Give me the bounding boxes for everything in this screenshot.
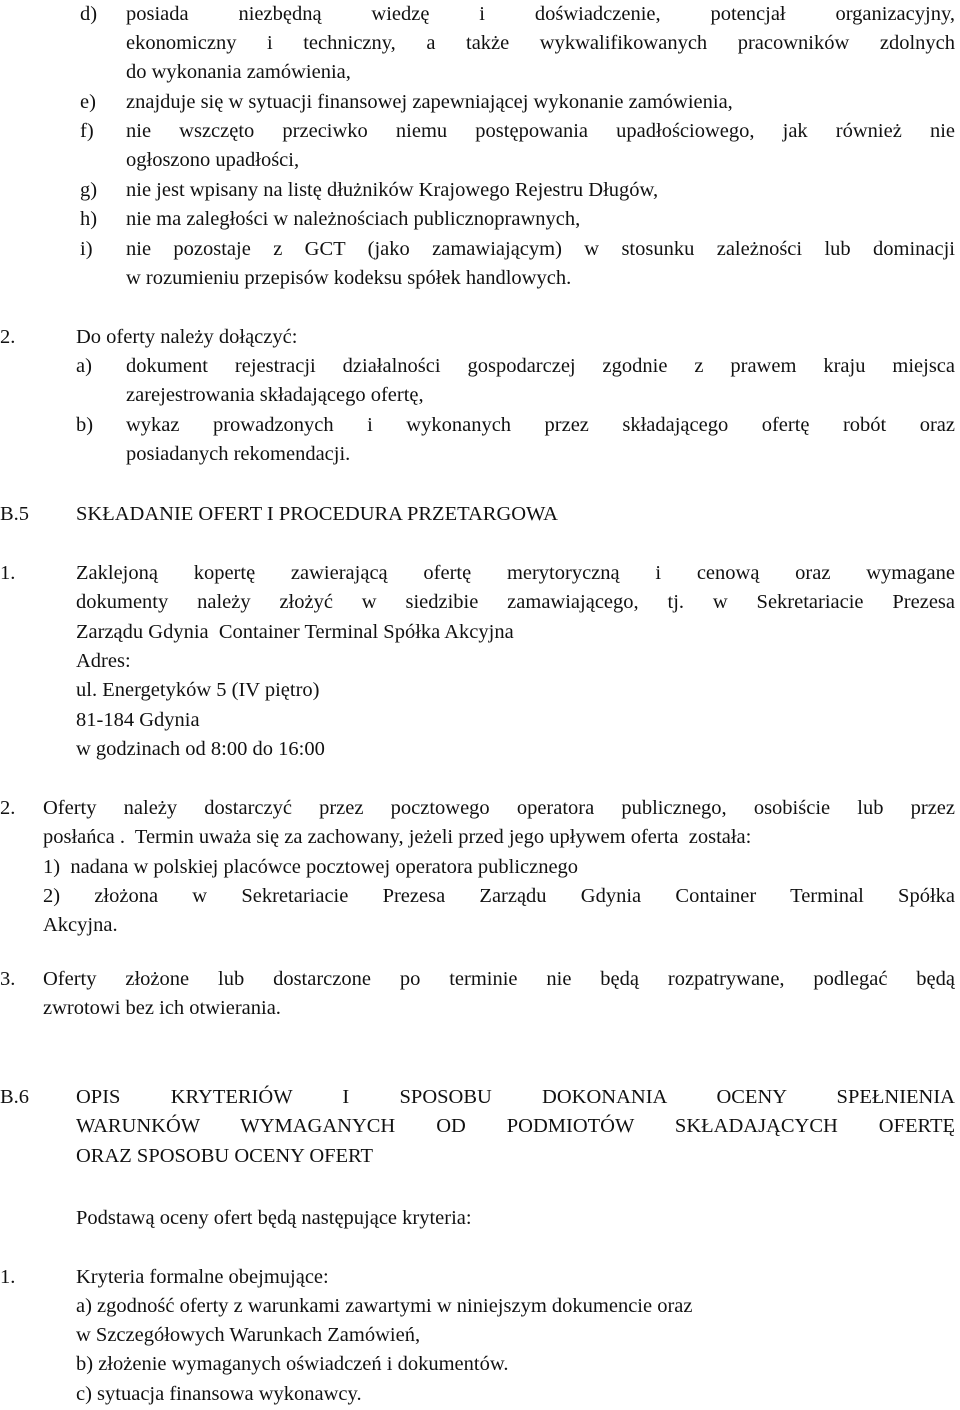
point-number: 2. — [0, 797, 16, 819]
list-label: g) — [80, 179, 98, 201]
list-text: znajduje się w sytuacji finansowej zapewniającej wykonanie zamówienia, — [126, 91, 733, 113]
paragraph-line: 2) złożona w Sekretariacie Prezesa Zarządu Gdynia Container Terminal Spółka — [43, 885, 955, 907]
list-label: d) — [80, 3, 98, 25]
list-text: ogłoszono upadłości, — [126, 149, 300, 171]
paragraph-line: dokumenty należy złożyć w siedzibie zamawiającego, tj. w Sekretariacie Prezesa — [76, 591, 955, 613]
list-text: do wykonania zamówienia, — [126, 61, 351, 83]
paragraph-line: Zarządu Gdynia Container Terminal Spółka Akcyjna — [76, 621, 514, 643]
paragraph-line: zwrotowi bez ich otwierania. — [43, 997, 281, 1019]
list-label: a) — [76, 355, 92, 377]
list-text: nie ma zaległości w należnościach publicznoprawnych, — [126, 208, 581, 230]
list-text: nie jest wpisany na listę dłużników Krajowego Rejestru Długów, — [126, 179, 659, 201]
paragraph-line: c) sytuacja finansowa wykonawcy. — [76, 1383, 362, 1405]
paragraph-line: Oferty należy dostarczyć przez pocztowego operatora publicznego, osobiście lub przez — [43, 797, 955, 819]
list-label: f) — [80, 120, 94, 142]
list-label: b) — [76, 414, 94, 436]
list-text: ekonomiczny i techniczny, a także wykwalifikowanych pracowników zdolnych — [126, 32, 955, 54]
paragraph-line: b) złożenie wymaganych oświadczeń i dokumentów. — [76, 1353, 509, 1375]
section-title: SKŁADANIE OFERT I PROCEDURA PRZETARGOWA — [76, 503, 558, 525]
criteria-intro: Podstawą oceny ofert będą następujące kryteria: — [76, 1207, 472, 1229]
point-number: 2. — [0, 326, 16, 348]
paragraph-line: 1) nadana w polskiej placówce pocztowej operatora publicznego — [43, 856, 579, 878]
paragraph-line: w Szczegółowych Warunkach Zamówień, — [76, 1324, 421, 1346]
paragraph-line: Zaklejoną kopertę zawierającą ofertę merytoryczną i cenową oraz wymagane — [76, 562, 955, 584]
address-label: Adres: — [76, 650, 131, 672]
list-label: i) — [80, 238, 93, 260]
paragraph-line: a) zgodność oferty z warunkami zawartymi w niniejszym dokumencie oraz — [76, 1295, 693, 1317]
section-number: B.5 — [0, 503, 30, 525]
section-title: ORAZ SPOSOBU OCENY OFERT — [76, 1145, 374, 1167]
office-hours: w godzinach od 8:00 do 16:00 — [76, 738, 325, 760]
list-text: wykaz prowadzonych i wykonanych przez składającego ofertę robót oraz — [126, 414, 955, 436]
list-label: e) — [80, 91, 96, 113]
point-number: 1. — [0, 1266, 16, 1288]
list-label: h) — [80, 208, 98, 230]
section-title: OPIS KRYTERIÓW I SPOSOBU DOKONANIA OCENY SPEŁNIENIA — [76, 1086, 955, 1108]
section-title: WARUNKÓW WYMAGANYCH OD PODMIOTÓW SKŁADAJĄCYCH OFERTĘ — [76, 1115, 955, 1137]
list-text: zarejestrowania składającego ofertę, — [126, 384, 424, 406]
address-city: 81-184 Gdynia — [76, 709, 200, 731]
list-text: posiadanych rekomendacji. — [126, 443, 351, 465]
point-number: 3. — [0, 968, 16, 990]
paragraph-line: posłańca . Termin uważa się za zachowany, jeżeli przed jego upływem oferta została: — [43, 826, 752, 848]
point-number: 1. — [0, 562, 16, 584]
paragraph-line: Oferty złożone lub dostarczone po terminie nie będą rozpatrywane, podlegać będą — [43, 968, 955, 990]
paragraph-line: Kryteria formalne obejmujące: — [76, 1266, 329, 1288]
list-text: w rozumieniu przepisów kodeksu spółek handlowych. — [126, 267, 572, 289]
address-street: ul. Energetyków 5 (IV piętro) — [76, 679, 320, 701]
list-text: posiada niezbędną wiedzę i doświadczenie, potencjał organizacyjny, — [126, 3, 955, 25]
point-intro: Do oferty należy dołączyć: — [76, 326, 298, 348]
paragraph-line: Akcyjna. — [43, 914, 118, 936]
list-text: nie wszczęto przeciwko niemu postępowania upadłościowego, jak również nie — [126, 120, 955, 142]
list-text: nie pozostaje z GCT (jako zamawiającym) w stosunku zależności lub dominacji — [126, 238, 955, 260]
list-text: dokument rejestracji działalności gospodarczej zgodnie z prawem kraju miejsca — [126, 355, 955, 377]
section-number: B.6 — [0, 1086, 30, 1108]
